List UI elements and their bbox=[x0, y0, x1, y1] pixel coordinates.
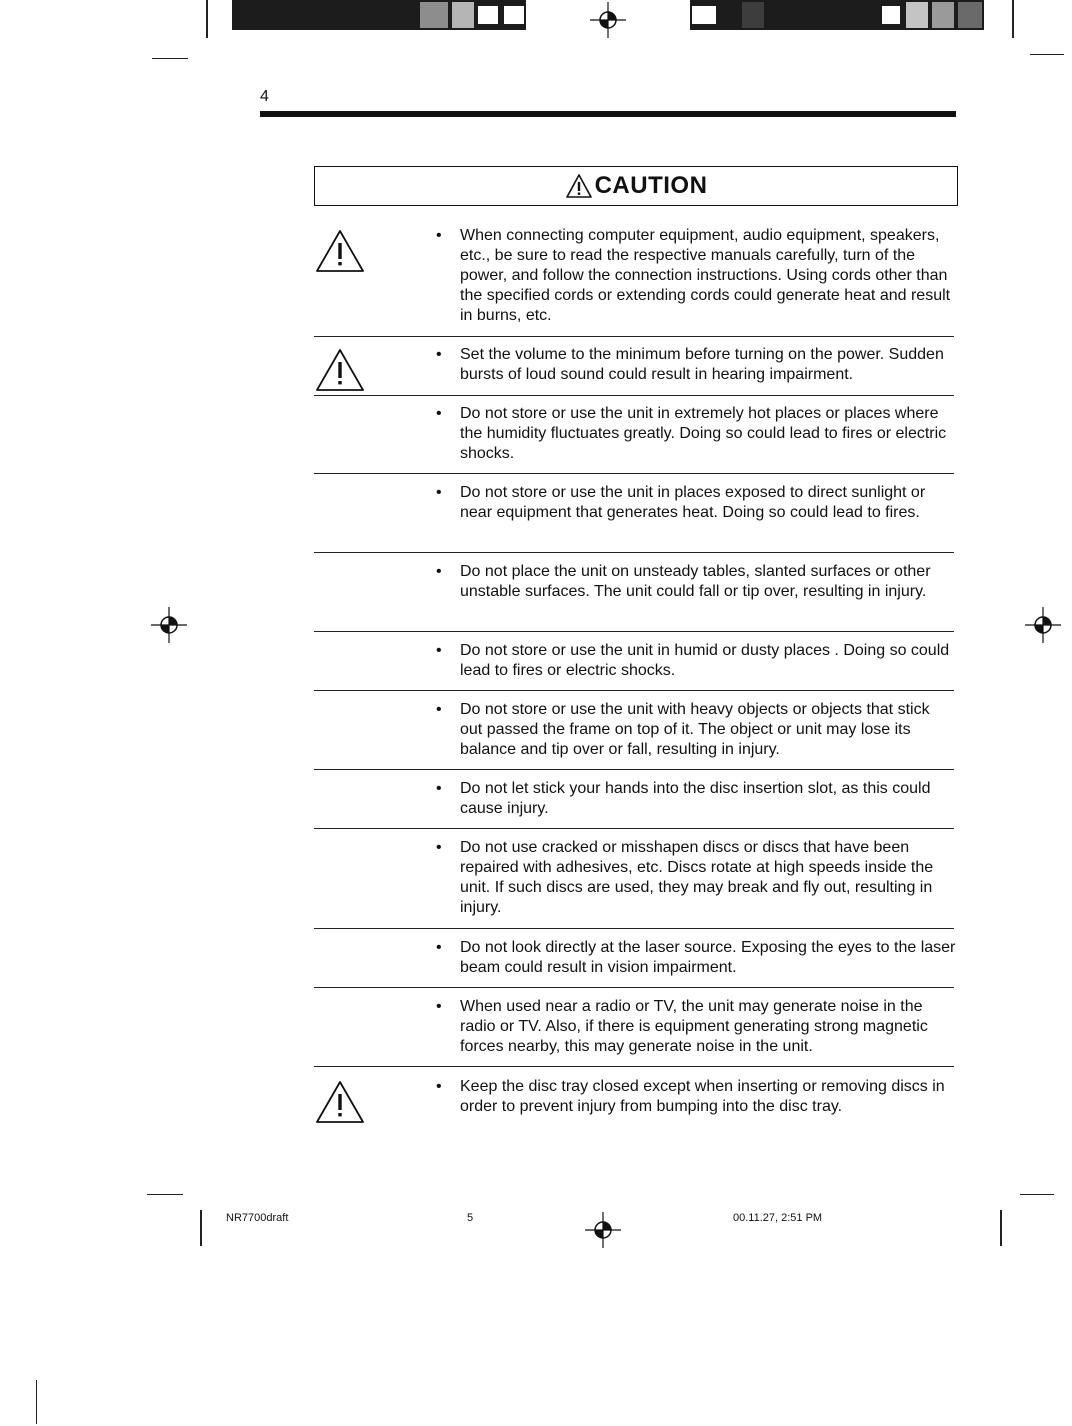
bullet: • bbox=[436, 405, 442, 422]
bullet: • bbox=[436, 227, 442, 244]
color-bar-swatch bbox=[420, 2, 448, 28]
warning-triangle-icon bbox=[565, 173, 593, 199]
footer-timestamp: 00.11.27, 2:51 PM bbox=[733, 1212, 823, 1224]
divider bbox=[314, 552, 954, 553]
warning-triangle-icon bbox=[314, 347, 366, 393]
bullet: • bbox=[436, 701, 442, 718]
bullet: • bbox=[436, 484, 442, 501]
registration-mark-icon bbox=[1025, 607, 1061, 643]
registration-mark-icon bbox=[590, 2, 626, 38]
bullet: • bbox=[436, 839, 442, 856]
crop-mark bbox=[36, 1380, 37, 1424]
color-bar-swatch bbox=[742, 2, 764, 28]
caution-item-text: Do not store or use the unit with heavy objects or objects that stick out passed the frame on top of it. The object or unit may lose its balance and tip over or fall, resulting in injury. bbox=[460, 701, 930, 758]
caution-header bbox=[314, 166, 958, 206]
divider bbox=[314, 928, 954, 929]
color-bar-swatch bbox=[880, 4, 902, 26]
footer-sheet-number: 5 bbox=[467, 1212, 474, 1224]
header-rule bbox=[260, 111, 956, 117]
footer-doc-name: NR7700draft bbox=[226, 1212, 289, 1224]
crop-mark bbox=[1012, 0, 1014, 38]
divider bbox=[314, 473, 954, 474]
bullet: • bbox=[436, 642, 442, 659]
crop-mark bbox=[147, 1194, 183, 1195]
caution-item-text: Do not store or use the unit in places exposed to direct sunlight or near equipment that generates heat. Doing so could lead to fires. bbox=[460, 484, 926, 521]
page-number: 4 bbox=[260, 88, 269, 105]
caution-item-text: Do not place the unit on unsteady tables, slanted surfaces or other unstable surfaces. The unit could fall or tip over, resulting in injury. bbox=[460, 563, 931, 600]
registration-mark-icon bbox=[585, 1212, 621, 1248]
caution-item-text: Set the volume to the minimum before turning on the power. Sudden bursts of loud sound could result in hearing impairment. bbox=[460, 346, 944, 383]
registration-mark-icon bbox=[151, 607, 187, 643]
color-bar-swatch bbox=[452, 2, 474, 28]
bullet: • bbox=[436, 563, 442, 580]
crop-mark bbox=[200, 1210, 202, 1246]
divider bbox=[314, 336, 954, 337]
divider bbox=[314, 1066, 954, 1067]
color-bar-swatch bbox=[502, 4, 526, 26]
crop-mark bbox=[1030, 54, 1064, 55]
caution-item-text: When used near a radio or TV, the unit may generate noise in the radio or TV. Also, if there is equipment generating strong magnetic forces nearby, this may generate noise in the unit. bbox=[460, 998, 928, 1055]
caution-item-text: When connecting computer equipment, audio equipment, speakers, etc., be sure to read the respective manuals carefully, turn of the power, and follow the connection instructions. Using cords other than the specified cords or extending cords could generate heat and result in burns, etc. bbox=[460, 227, 951, 324]
warning-triangle-icon bbox=[314, 228, 366, 274]
crop-mark bbox=[152, 58, 188, 59]
divider bbox=[314, 690, 954, 691]
bullet: • bbox=[436, 998, 442, 1015]
divider bbox=[314, 769, 954, 770]
caution-item-text: Do not look directly at the laser source. Exposing the eyes to the laser beam could result in vision impairment. bbox=[460, 939, 956, 976]
caution-item-text: Keep the disc tray closed except when inserting or removing discs in order to prevent injury from bumping into the disc tray. bbox=[460, 1078, 945, 1115]
crop-mark bbox=[206, 0, 208, 38]
bullet: • bbox=[436, 1078, 442, 1095]
color-bar-swatch bbox=[932, 2, 954, 28]
divider bbox=[314, 987, 954, 988]
bullet: • bbox=[436, 346, 442, 363]
crop-mark bbox=[1000, 1210, 1002, 1246]
color-bar-swatch bbox=[690, 4, 718, 26]
divider bbox=[314, 828, 954, 829]
color-bar-swatch bbox=[906, 2, 928, 28]
warning-triangle-icon bbox=[314, 1079, 366, 1125]
divider bbox=[314, 395, 954, 396]
caution-title: CAUTION bbox=[594, 172, 708, 199]
crop-mark bbox=[1020, 1194, 1054, 1195]
color-bar-swatch bbox=[958, 2, 982, 28]
bullet: • bbox=[436, 780, 442, 797]
caution-item-text: Do not store or use the unit in extremely hot places or places where the humidity fluctuates greatly. Doing so could lead to fires or electric shocks. bbox=[460, 405, 947, 462]
caution-item-text: Do not store or use the unit in humid or dusty places . Doing so could lead to fires or electric shocks. bbox=[460, 642, 950, 679]
caution-item-text: Do not use cracked or misshapen discs or discs that have been repaired with adhesives, etc. Discs rotate at high speeds inside the unit. If such discs are used, they may break and fly out, resulting in injury. bbox=[460, 839, 934, 916]
color-bar-swatch bbox=[476, 4, 500, 26]
divider bbox=[314, 631, 954, 632]
caution-item-text: Do not let stick your hands into the disc insertion slot, as this could cause injury. bbox=[460, 780, 931, 817]
bullet: • bbox=[436, 939, 442, 956]
